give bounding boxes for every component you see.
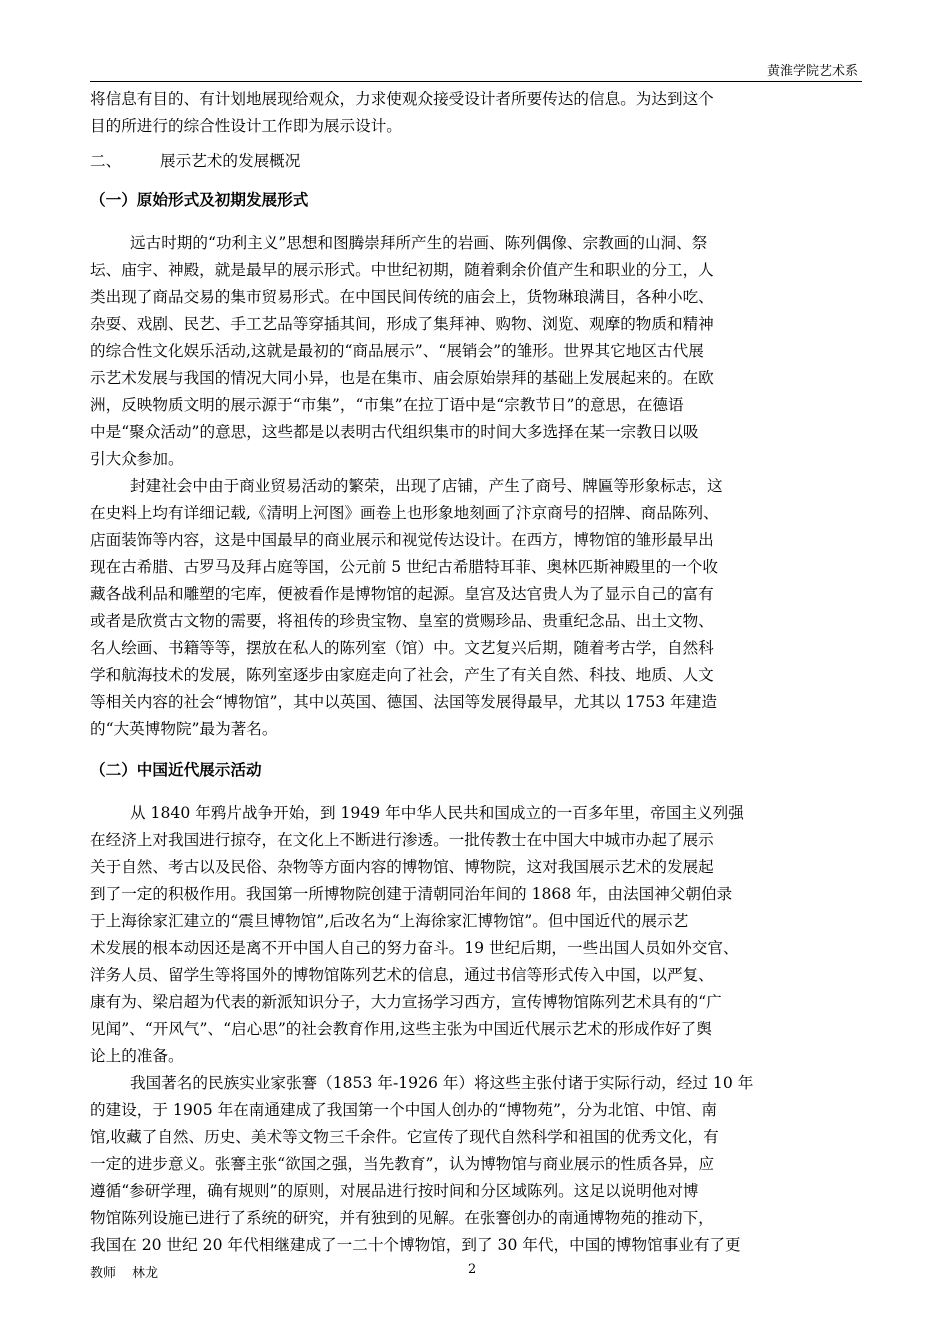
text-line: 引大众参加。 xyxy=(90,450,184,468)
text-line: 等相关内容的社会“博物馆”，其中以英国、德国、法国等发展得最早，尤其以 1753 年建造 xyxy=(90,693,717,711)
text-line: 坛、庙宇、神殿，就是最早的展示形式。中世纪初期，随着剩余价值产生和职业的分工，人 xyxy=(90,261,714,279)
text-line: 从 1840 年鸦片战争开始，到 1949 年中华人民共和国成立的一百多年里，帝国主义列强 xyxy=(130,804,744,822)
section-number: 二、 xyxy=(90,152,122,170)
text-line: 术发展的根本动因还是离不开中国人自己的努力奋斗。19 世纪后期，一些出国人员如外交官、 xyxy=(90,939,739,957)
paragraph xyxy=(90,800,860,1070)
text-line: 目的所进行的综合性设计工作即为展示设计。 xyxy=(90,117,402,135)
text-line: 示艺术发展与我国的情况大同小异，也是在集市、庙会原始崇拜的基础上发展起来的。在欧 xyxy=(90,369,714,387)
section-heading xyxy=(90,148,860,175)
text-line: 洲，反映物质文明的展示源于“市集”，“市集”在拉丁语中是“宗教节日”的意思，在德语 xyxy=(90,396,684,414)
text-line: 于上海徐家汇建立的“震旦博物馆”,后改名为“上海徐家汇博物馆”。但中国近代的展示艺 xyxy=(90,912,689,930)
text-line: 的综合性文化娱乐活动,这就是最初的“商品展示”、“展销会”的雏形。世界其它地区古代展 xyxy=(90,342,704,360)
text-line: 学和航海技术的发展，陈列室逐步由家庭走向了社会，产生了有关自然、科技、地质、人文 xyxy=(90,666,714,684)
footer-teacher-name: 林龙 xyxy=(132,1266,159,1281)
text-line: 物馆陈列设施已进行了系统的研究，并有独到的见解。在张謇创办的南通博物苑的推动下， xyxy=(90,1209,714,1227)
text-line: 类出现了商品交易的集市贸易形式。在中国民间传统的庙会上，货物琳琅满目，各种小吃、 xyxy=(90,288,714,306)
text-line: 到了一定的积极作用。我国第一所博物院创建于清朝同治年间的 1868 年，由法国神父朝伯录 xyxy=(90,885,733,903)
text-line: 店面装饰等内容，这是中国最早的商业展示和视觉传达设计。在西方，博物馆的雏形最早出 xyxy=(90,531,714,549)
text-line: 的建设，于 1905 年在南通建成了我国第一个中国人创办的“博物苑”，分为北馆、中馆、南 xyxy=(90,1101,717,1119)
text-line: 封建社会中由于商业贸易活动的繁荣，出现了店铺，产生了商号、牌匾等形象标志，这 xyxy=(130,477,723,495)
subsection-heading: （一）原始形式及初期发展形式 xyxy=(90,191,309,209)
text-line: 一定的进步意义。张謇主张“欲国之强，当先教育”，认为博物馆与商业展示的性质各异，应 xyxy=(90,1155,715,1173)
text-line: 名人绘画、书籍等等，摆放在私人的陈列室（馆）中。文艺复兴后期，随着考古学，自然科 xyxy=(90,639,714,657)
document-body xyxy=(90,86,860,1259)
text-line: 藏各战利品和雕塑的宅库，便被看作是博物馆的起源。皇宫及达官贵人为了显示自己的富有 xyxy=(90,585,714,603)
paragraph xyxy=(90,473,860,743)
text-line: 的“大英博物院”最为著名。 xyxy=(90,720,278,738)
footer-teacher-label: 教师 xyxy=(90,1266,117,1281)
section-title: 展示艺术的发展概况 xyxy=(160,152,301,170)
text-line: 关于自然、考古以及民俗、杂物等方面内容的博物馆、博物院，这对我国展示艺术的发展起 xyxy=(90,858,714,876)
header-department: 黄淮学院艺术系 xyxy=(766,64,858,79)
text-line: 我国著名的民族实业家张謇（1853 年-1926 年）将这些主张付诸于实际行动，经过 10 年 xyxy=(130,1074,754,1092)
text-line: 见闻”、“开风气”、“启心思”的社会教育作用,这些主张为中国近代展示艺术的形成作好了舆 xyxy=(90,1020,712,1038)
text-line: 杂耍、戏剧、民艺、手工艺品等穿插其间，形成了集拜神、购物、浏览、观摩的物质和精神 xyxy=(90,315,714,333)
text-line: 中是“聚众活动”的意思，这些都是以表明古代组织集市的时间大多选择在某一宗教日以吸 xyxy=(90,423,699,441)
text-line: 遵循“参研学理，确有规则”的原则，对展品进行按时间和分区域陈列。这足以说明他对博 xyxy=(90,1182,699,1200)
footer-teacher xyxy=(90,1262,158,1281)
text-line: 在经济上对我国进行掠夺，在文化上不断进行渗透。一批传教士在中国大中城市办起了展示 xyxy=(90,831,714,849)
text-line: 康有为、梁启超为代表的新派知识分子，大力宣扬学习西方，宣传博物馆陈列艺术具有的“广 xyxy=(90,993,722,1011)
subsection-heading: （二）中国近代展示活动 xyxy=(90,761,262,779)
text-line: 洋务人员、留学生等将国外的博物馆陈列艺术的信息，通过书信等形式传入中国，以严复、 xyxy=(90,966,714,984)
page-number: 2 xyxy=(468,1262,477,1277)
text-line: 或者是欣赏古文物的需要，将祖传的珍贵宝物、皇室的赏赐珍品、贵重纪念品、出土文物、 xyxy=(90,612,714,630)
paragraph xyxy=(90,1070,860,1259)
text-line: 将信息有目的、有计划地展现给观众，力求使观众接受设计者所要传达的信息。为达到这个 xyxy=(90,90,714,108)
text-line: 现在古希腊、古罗马及拜占庭等国，公元前 5 世纪古希腊特耳菲、奥林匹斯神殿里的一个收 xyxy=(90,558,718,576)
intro-paragraph xyxy=(90,86,860,140)
text-line: 论上的准备。 xyxy=(90,1047,184,1065)
text-line: 我国在 20 世纪 20 年代相继建成了一二十个博物馆，到了 30 年代，中国的博物馆事业有了更 xyxy=(90,1236,741,1254)
text-line: 在史料上均有详细记载,《清明上河图》画卷上也形象地刻画了汴京商号的招牌、商品陈列、 xyxy=(90,504,719,522)
text-line: 馆,收藏了自然、历史、美术等文物三千余件。它宣传了现代自然科学和祖国的优秀文化，有 xyxy=(90,1128,719,1146)
header-rule xyxy=(90,81,862,82)
paragraph xyxy=(90,230,860,473)
text-line: 远古时期的“功利主义”思想和图腾崇拜所产生的岩画、陈列偶像、宗教画的山洞、祭 xyxy=(130,234,708,252)
